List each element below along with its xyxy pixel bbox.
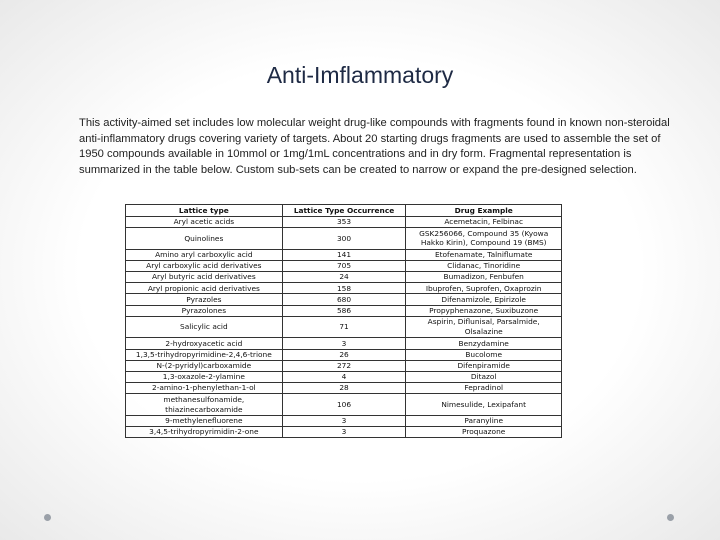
cell-drug-example: Difenpiramide — [406, 360, 562, 371]
cell-lattice-type: Amino aryl carboxylic acid — [126, 249, 283, 260]
table-row — [126, 316, 562, 338]
cell-drug-example: Bumadizon, Fenbufen — [406, 272, 562, 283]
cell-occurrence: 71 — [282, 316, 406, 338]
cell-drug-example: Propyphenazone, Suxibuzone — [406, 305, 562, 316]
cell-occurrence: 680 — [282, 294, 406, 305]
table-row — [126, 383, 562, 394]
cell-drug-example: Clidanac, Tinoridine — [406, 260, 562, 271]
table-row — [126, 394, 562, 416]
cell-lattice-type: 1,3,5-trihydropyrimidine-2,4,6-trione — [126, 349, 283, 360]
cell-occurrence: 141 — [282, 249, 406, 260]
cell-lattice-type: Salicylic acid — [126, 316, 283, 338]
cell-lattice-type: Aryl carboxylic acid derivatives — [126, 260, 283, 271]
table-row — [126, 294, 562, 305]
cell-lattice-type: Aryl butyric acid derivatives — [126, 272, 283, 283]
cell-drug-example: Fepradinol — [406, 383, 562, 394]
cell-lattice-type: 2-hydroxyacetic acid — [126, 338, 283, 349]
cell-occurrence: 24 — [282, 272, 406, 283]
cell-lattice-type: Aryl acetic acids — [126, 217, 283, 228]
cell-lattice-type: Quinolines — [126, 228, 283, 250]
table-row — [126, 360, 562, 371]
cell-drug-example: Proquazone — [406, 426, 562, 437]
table-row — [126, 338, 562, 349]
cell-drug-example: Aspirin, Diflunisal, Parsalmide, Olsalazine — [406, 316, 562, 338]
cell-drug-example: Etofenamate, Talniflumate — [406, 249, 562, 260]
bullet-dot-right — [667, 514, 674, 521]
cell-occurrence: 3 — [282, 338, 406, 349]
cell-drug-example: GSK256066, Compound 35 (Kyowa Hakko Kirin), Compound 19 (BMS) — [406, 228, 562, 250]
lattice-table — [125, 204, 562, 438]
table-row — [126, 305, 562, 316]
table-row — [126, 371, 562, 382]
cell-drug-example: Paranyline — [406, 415, 562, 426]
cell-lattice-type: Pyrazoles — [126, 294, 283, 305]
cell-lattice-type: methanesulfonamide, thiazinecarboxamide — [126, 394, 283, 416]
cell-occurrence: 586 — [282, 305, 406, 316]
cell-lattice-type: N-(2-pyridyl)carboxamide — [126, 360, 283, 371]
cell-drug-example: Acemetacin, Felbinac — [406, 217, 562, 228]
cell-occurrence: 106 — [282, 394, 406, 416]
header-occurrence: Lattice Type Occurrence — [282, 205, 406, 217]
table-row — [126, 415, 562, 426]
table-row — [126, 217, 562, 228]
table-row — [126, 260, 562, 271]
intro-paragraph: This activity-aimed set includes low molecular weight drug-like compounds with fragments found in known non-steroidal anti-inflammatory drugs covering variety of targets. About 20 starting drugs fragments are used to assemble the set of 1950 compounds available in 10mmol or 1mg/1mL concentrations and in dry form. Fragmental representation is summarized in the table below. Custom sub-sets can be created to narrow or expand the pre-designed selection. — [79, 117, 670, 176]
table-row — [126, 426, 562, 437]
cell-drug-example: Benzydamine — [406, 338, 562, 349]
lattice-table-wrapper — [125, 204, 562, 438]
cell-occurrence: 3 — [282, 426, 406, 437]
table-row — [126, 249, 562, 260]
cell-occurrence: 158 — [282, 283, 406, 294]
header-lattice-type: Lattice type — [126, 205, 283, 217]
cell-drug-example: Ditazol — [406, 371, 562, 382]
table-header-row — [126, 205, 562, 217]
cell-lattice-type: 1,3-oxazole-2-ylamine — [126, 371, 283, 382]
cell-occurrence: 272 — [282, 360, 406, 371]
table-row — [126, 283, 562, 294]
cell-drug-example: Difenamizole, Epirizole — [406, 294, 562, 305]
cell-occurrence: 353 — [282, 217, 406, 228]
cell-drug-example: Bucolome — [406, 349, 562, 360]
cell-occurrence: 705 — [282, 260, 406, 271]
table-row — [126, 349, 562, 360]
bullet-dot-left — [44, 514, 51, 521]
table-row — [126, 228, 562, 250]
cell-occurrence: 300 — [282, 228, 406, 250]
table-row — [126, 272, 562, 283]
cell-occurrence: 26 — [282, 349, 406, 360]
cell-occurrence: 28 — [282, 383, 406, 394]
cell-drug-example: Nimesulide, Lexipafant — [406, 394, 562, 416]
cell-lattice-type: 2-amino-1-phenylethan-1-ol — [126, 383, 283, 394]
cell-lattice-type: Aryl propionic acid derivatives — [126, 283, 283, 294]
slide-title: Anti-Imflammatory — [266, 62, 454, 88]
cell-lattice-type: 9-methylenefluorene — [126, 415, 283, 426]
cell-lattice-type: 3,4,5-trihydropyrimidin-2-one — [126, 426, 283, 437]
cell-occurrence: 4 — [282, 371, 406, 382]
cell-occurrence: 3 — [282, 415, 406, 426]
header-drug-example: Drug Example — [406, 205, 562, 217]
cell-lattice-type: Pyrazolones — [126, 305, 283, 316]
cell-drug-example: Ibuprofen, Suprofen, Oxaprozin — [406, 283, 562, 294]
